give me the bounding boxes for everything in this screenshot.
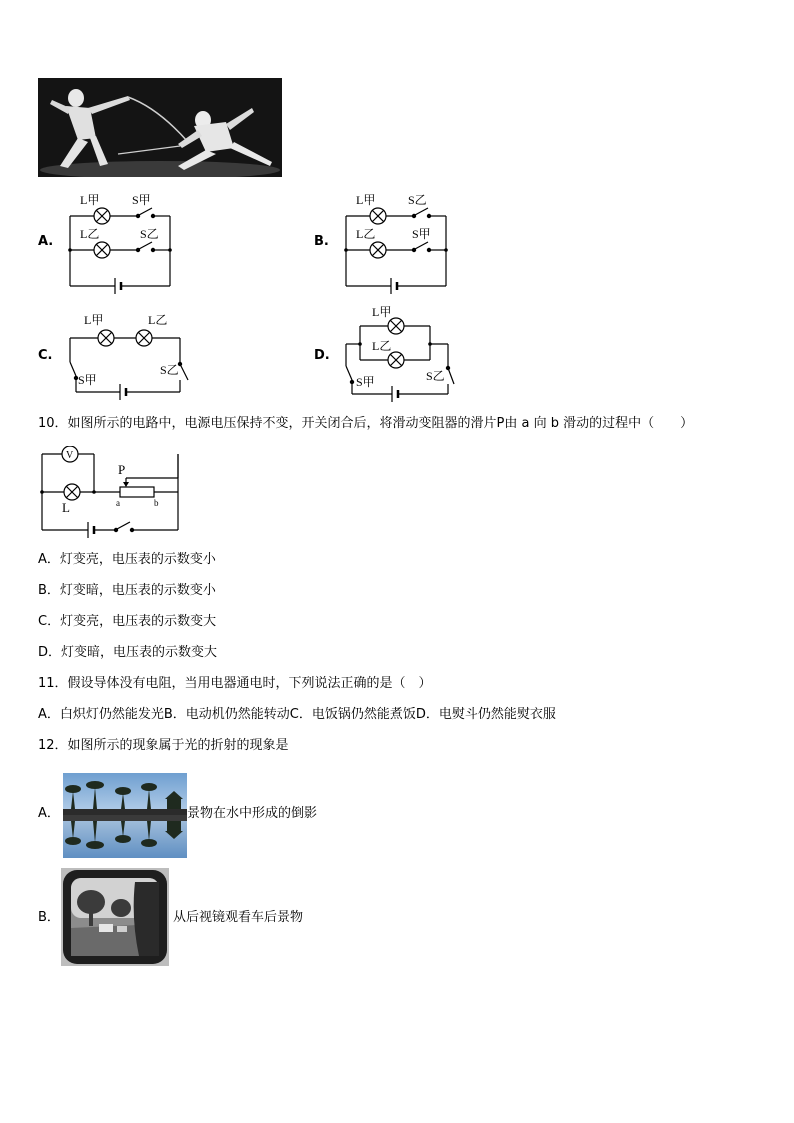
label-s-yi: S乙 bbox=[408, 193, 427, 207]
label-s-jia: S甲 bbox=[78, 373, 97, 387]
question-10-stem: 10．如图所示的电路中，电源电压保持不变，开关闭合后，将滑动变阻器的滑片P由 a 向 b 滑动的过程中（ ） bbox=[38, 416, 694, 431]
slider-label: P bbox=[118, 462, 126, 477]
circuit-c-diagram bbox=[58, 308, 198, 404]
circuit-b-diagram bbox=[336, 190, 466, 300]
fencing-icon bbox=[38, 78, 282, 177]
q12-option-a-label: A． bbox=[38, 806, 60, 821]
label-l-yi: L乙 bbox=[372, 339, 392, 353]
lamp-label: L bbox=[62, 500, 70, 515]
q10-option-d: D．灯变暗，电压表的示数变大 bbox=[38, 645, 218, 660]
option-a-label: A. bbox=[38, 234, 54, 249]
q10-option-a: A．灯变亮，电压表的示数变小 bbox=[38, 552, 216, 567]
label-l-yi: L乙 bbox=[148, 313, 168, 327]
label-s-yi: S乙 bbox=[426, 369, 445, 383]
label-l-yi: L乙 bbox=[80, 227, 100, 241]
label-s-jia: S甲 bbox=[356, 375, 375, 389]
label-l-jia: L甲 bbox=[84, 313, 104, 327]
q11-options-line: A．白炽灯仍然能发光B．电动机仍然能转动C．电饭锅仍然能煮饭D．电熨斗仍然能熨衣服 bbox=[38, 707, 556, 722]
end-b-label: b bbox=[154, 498, 159, 508]
label-s-jia: S甲 bbox=[132, 193, 151, 207]
label-l-jia: L甲 bbox=[80, 193, 100, 207]
rearview-mirror-icon bbox=[61, 868, 169, 966]
question-11-stem: 11．假设导体没有电阻，当用电器通电时，下列说法正确的是（ ） bbox=[38, 676, 432, 691]
reflection-photo bbox=[63, 773, 187, 858]
q10-option-b: B．灯变暗，电压表的示数变小 bbox=[38, 583, 216, 598]
voltmeter-label: V bbox=[66, 450, 74, 461]
circuit-d-diagram bbox=[336, 304, 466, 404]
option-c-label: C. bbox=[38, 348, 53, 363]
water-reflection-icon bbox=[63, 773, 187, 858]
end-a-label: a bbox=[116, 498, 120, 508]
label-l-jia: L甲 bbox=[356, 193, 376, 207]
label-l-yi: L乙 bbox=[356, 227, 376, 241]
circuit-q10-diagram bbox=[38, 446, 184, 538]
label-l-jia: L甲 bbox=[372, 305, 392, 319]
label-s-yi: S乙 bbox=[140, 227, 159, 241]
q12-option-b-text: 从后视镜观看车后景物 bbox=[173, 910, 304, 925]
label-s-jia: S甲 bbox=[412, 227, 431, 241]
rearview-mirror-photo bbox=[61, 868, 169, 966]
circuit-a-diagram bbox=[60, 190, 190, 300]
q10-option-c: C．灯变亮，电压表的示数变大 bbox=[38, 614, 217, 629]
label-s-yi: S乙 bbox=[160, 363, 179, 377]
fencing-photo bbox=[38, 78, 282, 177]
question-12-stem: 12．如图所示的现象属于光的折射的现象是 bbox=[38, 738, 289, 753]
q12-option-a-text: 景物在水中形成的倒影 bbox=[187, 806, 318, 821]
option-b-label: B. bbox=[314, 234, 329, 249]
q12-option-b-label: B． bbox=[38, 910, 60, 925]
option-d-label: D. bbox=[314, 348, 330, 363]
